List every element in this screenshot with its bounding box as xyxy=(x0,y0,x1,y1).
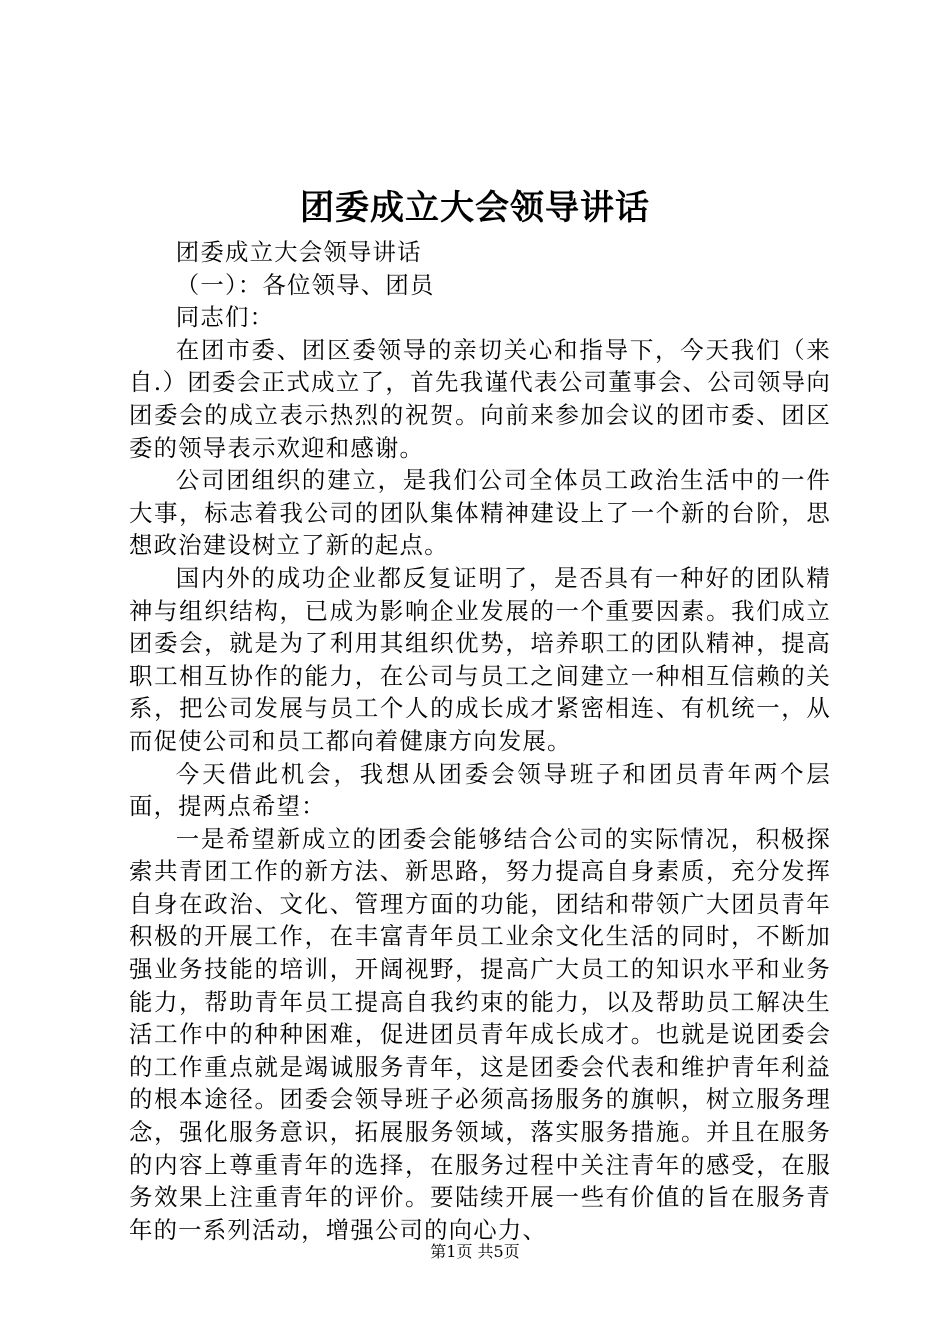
paragraph-subtitle: 团委成立大会领导讲话 xyxy=(175,238,422,266)
paragraph-salutation-2: 同志们： xyxy=(175,303,275,332)
paragraph-opening: 在团市委、团区委领导的亲切关心和指导下，今天我们（来自.）团委会正式成立了，首先我谨代表公司董事会、公司领导向团委会的成立表示热烈的祝贺。向前来参加会议的团市委、团区委的领导表示欢迎和感谢。 xyxy=(129,335,831,462)
paragraph-salutation-1: （一）：各位领导、团员 xyxy=(175,270,435,299)
paragraph-team-spirit: 国内外的成功企业都反复证明了，是否具有一种好的团队精神与组织结构，已成为影响企业发展的一个重要因素。我们成立团委会，就是为了利用其组织优势，培养职工的团队精神，提高职工相互协作的能力，在公司与员工之间建立一种相互信赖的关系，把公司发展与员工个人的成长成才紧密相连、有机统一，从而促使公司和员工都向着健康方向发展。 xyxy=(129,563,831,755)
paragraph-significance: 公司团组织的建立，是我们公司全体员工政治生活中的一件大事，标志着我公司的团队集体精神建设上了一个新的台阶，思想政治建设树立了新的起点。 xyxy=(129,466,831,560)
page-number-footer: 第1页 共5页 xyxy=(430,1242,520,1261)
paragraph-hopes-intro: 今天借此机会，我想从团委会领导班子和团员青年两个层面，提两点希望： xyxy=(129,759,831,821)
document-body xyxy=(129,236,831,1246)
document-title: 团委成立大会领导讲话 xyxy=(300,188,650,228)
paragraph-hope-one: 一是希望新成立的团委会能够结合公司的实际情况，积极探索共青团工作的新方法、新思路，努力提高自身素质，充分发挥自身在政治、文化、管理方面的功能，团结和带领广大团员青年积极的开展工作，在丰富青年员工业余文化生活的同时，不断加强业务技能的培训，开阔视野，提高广大员工的知识水平和业务能力，帮助青年员工提高自我约束的能力，以及帮助员工解决生活工作中的种种困难，促进团员青年成长成才。也就是说团委会的工作重点就是竭诚服务青年，这是团委会代表和维护青年利益的根本途径。团委会领导班子必须高扬服务的旗帜，树立服务理念，强化服务意识，拓展服务领域，落实服务措施。并且在服务的内容上尊重青年的选择，在服务过程中关注青年的感受，在服务效果上注重青年的评价。要陆续开展一些有价值的旨在服务青年的一系列活动，增强公司的向心力、 xyxy=(129,824,831,1244)
